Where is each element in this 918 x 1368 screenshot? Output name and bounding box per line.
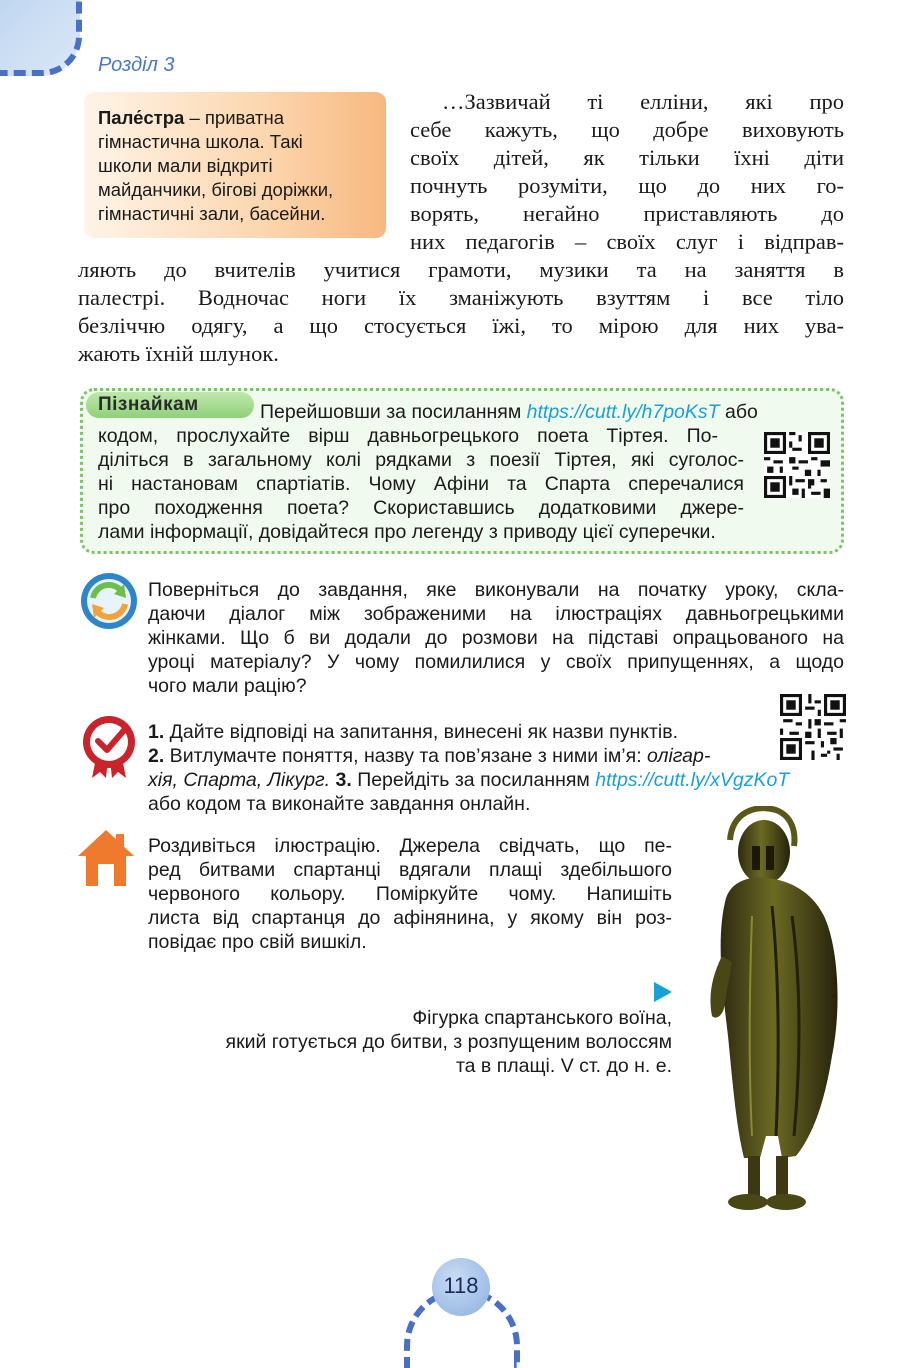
spartan-warrior-figurine-image (692, 806, 848, 1221)
check-task-line: Дайте відповіді на запитання, винесені як назви пунктів. (164, 721, 679, 743)
info-text: Перейшовши за посиланням (260, 401, 527, 423)
return-task-line: Поверніться до завдання, яке виконували на початку уроку, скла- (148, 579, 844, 601)
return-task-line: уроці матеріалу? У чому помилилися у своїх припущеннях, а щодо (148, 651, 844, 673)
info-line: ні настановам спартіатів. Чому Афіни та Спарта сперечалися (98, 473, 744, 495)
return-task-line: даючи діалог між зображеними на ілюстраціях давньогрецькими (148, 603, 844, 625)
home-task-line: ред битвами спартанці вдягали плащі здебільшого (148, 859, 672, 881)
info-line: діліться в загальному колі рядками з поезії Тіртея, які суголос- (98, 449, 744, 471)
qr-code-icon[interactable] (764, 432, 830, 498)
caption-line: який готується до битви, з розпущеним волоссям (225, 1031, 672, 1053)
excerpt-top (410, 88, 844, 256)
excerpt-line: безліччю одягу, а що стосується їжі, то мірою для них ува- (78, 313, 844, 338)
excerpt-line: них педагогів – своїх слуг і відправ- (410, 229, 844, 254)
info-first-line (260, 400, 844, 424)
check-task-italic: олігар- (647, 745, 711, 767)
check-task-italic: хія, Спарта, Лікург. (148, 769, 331, 791)
excerpt-line: палестрі. Водночас ноги їх зманіжують взуттям і все тіло (78, 285, 844, 310)
check-task-line: Перейдіть за посиланням (351, 769, 596, 791)
check-task-line: або кодом та виконайте завдання онлайн. (148, 793, 531, 815)
return-task-text (148, 578, 844, 698)
info-link[interactable]: https://cutt.ly/h7poKsT (526, 401, 720, 423)
refresh-icon (80, 572, 138, 635)
info-body (98, 424, 748, 544)
task-number: 2. (148, 745, 165, 767)
task-number: 1. (148, 721, 165, 743)
home-task-line: червоного кольору. Поміркуйте чому. Напишіть (148, 883, 672, 905)
home-icon (76, 828, 136, 893)
definition-term: Пале́стра (98, 107, 185, 128)
info-text: або (719, 401, 758, 423)
info-line: лами інформації, довідайтеся про легенду з приводу цієї суперечки. (98, 521, 716, 543)
section-label: Розділ 3 (98, 54, 175, 76)
excerpt-line: себе кажуть, що добре виховують (410, 117, 844, 142)
excerpt-line: почнуть розуміти, що до них го- (410, 173, 844, 198)
page-number: 118 (432, 1258, 490, 1316)
caption-pointer-icon (654, 982, 672, 1007)
home-task-line: повідає про свій вишкіл. (148, 931, 367, 953)
info-tag: Пізнайкам (86, 392, 254, 418)
excerpt-line: ворять, негайно приставляють до (410, 201, 844, 226)
corner-dash-decoration (0, 0, 82, 76)
task-number: 3. (330, 769, 352, 791)
excerpt-line: жають їхній шлунок. (78, 341, 279, 366)
definition-line: гімнастична школа. Такі (98, 131, 303, 152)
home-task-line: Роздивіться ілюстрацію. Джерела свідчать, що пе- (148, 835, 672, 857)
check-task-line: Витлумачте поняття, назву та пов’язане з ними ім’я: (164, 745, 648, 767)
checkmark-badge-icon (80, 714, 138, 785)
home-task-line: листа від спартанця до афінянина, у якому він роз- (148, 907, 672, 929)
definition-line: – приватна (184, 107, 285, 128)
caption-line: та в плащі. V ст. до н. е. (455, 1055, 672, 1077)
excerpt-bottom (78, 256, 844, 368)
return-task-line: жінками. Що б ви додали до розмови на підставі опрацьованого на (148, 627, 844, 649)
excerpt-line: ляють до вчителів учитися грамоти, музики та на заняття в (78, 257, 844, 282)
excerpt-line: …Зазвичай ті елліни, які про (442, 89, 844, 114)
qr-code-icon[interactable] (780, 694, 846, 760)
definition-box (84, 92, 386, 238)
caption-line: Фігурка спартанського воїна, (412, 1007, 672, 1029)
info-line: про походження поета? Скориставшись додатковими джере- (98, 497, 744, 519)
home-task-text (148, 834, 672, 954)
check-task-link[interactable]: https://cutt.ly/xVgzKoT (595, 769, 790, 791)
definition-line: майданчики, бігові доріжки, (98, 179, 334, 200)
definition-line: школи мали відкриті (98, 155, 273, 176)
figure-caption (150, 1006, 672, 1078)
excerpt-line: своїх дітей, як тільки їхні діти (410, 145, 844, 170)
return-task-line: чого мали рацію? (148, 675, 307, 697)
check-task-text (148, 720, 844, 816)
info-line: кодом, прослухайте вірш давньогрецького поета Тіртея. По- (98, 425, 718, 447)
definition-line: гімнастичні зали, басейни. (98, 203, 326, 224)
